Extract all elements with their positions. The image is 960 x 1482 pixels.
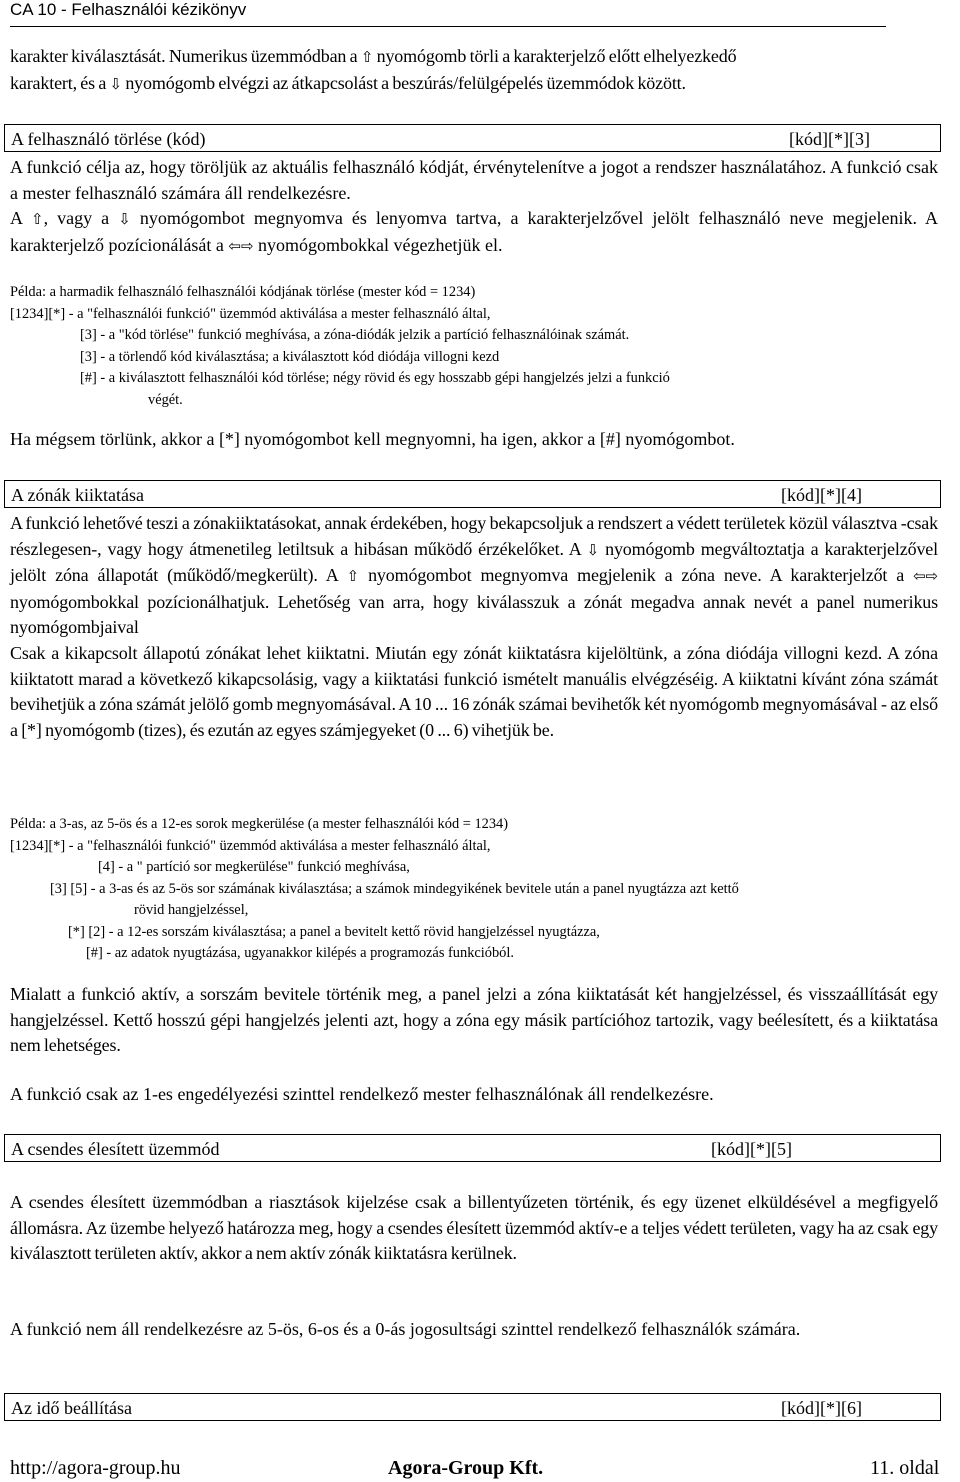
text-run: nyomógombokkal végezhetjük el. (253, 234, 503, 255)
section-heading-time-setting (4, 1393, 941, 1421)
text-run: nyomógomb megváltoztatja a karakterjelzővel jelölt zóna állapotát (működő/megkerült). A (10, 538, 938, 586)
example-line: [3] - a "kód törlése" funkció meghívása, a zóna-diódák jelzik a partíció felhasználóinak számát. (80, 327, 630, 343)
example-line: [1234][*] - a "felhasználói funkció" üzemmód aktiválása a mester felhasználó által, (10, 305, 491, 322)
intro-text: nyomógomb elvégzi az átkapcsolást a beszúrás/felülgépelés üzemmódok között. (121, 72, 686, 93)
text-run: nyomógombot megnyomva megjelenik a zóna neve. A karakterjelzőt a (359, 565, 914, 586)
section-title: A zónák kiiktatása (11, 485, 144, 505)
section-3-note (10, 1317, 938, 1343)
intro-text: karaktert, és a (10, 72, 110, 93)
text-run: A funkció lehetővé teszi a zónakiiktatásokat, annak érdekében, hogy bekapcsoljuk a rendszert a védett területek közül választva -csak részlegesen-, vagy hogy átmenetileg letiltsuk a hibásan működő érzékelőket. A (10, 513, 938, 559)
section-1-body (10, 155, 938, 259)
section-code: [kód][*][6] (781, 1398, 862, 1418)
text-run: , vagy a (43, 208, 119, 229)
arrow-up-icon: ⇧ (360, 48, 374, 66)
paragraph: A funkció nem áll rendelkezésre az 5-ös, 6-os és a 0-ás jogosultsági szinttel rendelkező felhasználók számára. (10, 1319, 801, 1339)
section-title: A csendes élesített üzemmód (11, 1139, 220, 1159)
section-heading-zone-bypass (4, 480, 941, 508)
paragraph: A funkció célja az, hogy töröljük az aktuális felhasználó kódját, érvénytelenítve a jogot a rendszer használatához. A funkció csak a mester felhasználó számára áll rendelkezésre. (10, 157, 938, 203)
section-code: [kód][*][3] (789, 129, 870, 149)
example-line: [3] [5] - a 3-as és az 5-ös sor számának kiválasztása; a számok mindegyikének bevitele után a panel nyugtázza azt kettő (50, 880, 739, 897)
arrow-down-icon: ⇩ (586, 540, 600, 559)
section-code: [kód][*][4] (781, 485, 862, 505)
example-line: [3] - a törlendő kód kiválasztása; a kiválasztott kód diódája villogni kezd (80, 348, 500, 365)
section-2-note (10, 1082, 938, 1108)
section-title: A felhasználó törlése (kód) (11, 129, 206, 149)
arrow-down-icon: ⇩ (118, 210, 131, 229)
paragraph (10, 206, 938, 259)
footer-page-number: 11. oldal (870, 1457, 940, 1479)
arrow-left-right-icon: ⇦⇨ (228, 236, 254, 255)
section-code: [kód][*][5] (711, 1139, 792, 1159)
example-line: [1234][*] - a "felhasználói funkció" üzemmód aktiválása a mester felhasználó által, (10, 837, 491, 854)
section-heading-user-delete (4, 124, 941, 152)
intro-text: karakter kiválasztását. Numerikus üzemmódban a (10, 46, 361, 66)
section-2-body (10, 511, 938, 743)
running-header: CA 10 - Felhasználói kézikönyv (10, 0, 247, 19)
header-rule (10, 26, 886, 27)
example-line: [4] - a " partíció sor megkerülése" funkció meghívása, (98, 859, 410, 875)
footer-url[interactable]: http://agora-group.hu (10, 1457, 181, 1479)
text-run: nyomógombokkal pozícionálhatjuk. Lehetőség van arra, hogy kiválasszuk a zónát megadva annak nevét a panel numerikus nyomógombjaival (10, 591, 938, 638)
footer-company: Agora-Group Kft. (388, 1457, 544, 1479)
example-2 (10, 814, 938, 965)
intro-line-1 (10, 44, 938, 71)
section-1-after (10, 427, 938, 453)
example-line: Példa: a 3-as, az 5-ös és a 12-es sorok megkerülése (a mester felhasználói kód = 1234) (10, 816, 509, 832)
section-heading-silent-arm (4, 1134, 941, 1162)
section-3-body (10, 1190, 938, 1267)
intro-text: nyomógomb törli a karakterjelző előtt elhelyezkedő (373, 46, 737, 66)
arrow-down-icon: ⇩ (109, 74, 122, 93)
section-2-after (10, 982, 938, 1059)
paragraph: A csendes élesített üzemmódban a riasztások kijelzése csak a billentyűzeten történik, és egy üzenet elküldésével a megfigyelő állomásra. Az üzembe helyező határozza meg, hogy a csendes élesített üzemmód aktív-e a teljes védett területen, vagy ha az csak egy kiválasztott területen aktív, akkor a nem aktív zónák kiiktatásra kerülnek. (10, 1192, 938, 1264)
paragraph (10, 511, 938, 641)
section-title: Az idő beállítása (11, 1398, 132, 1418)
example-line: [*] [2] - a 12-es sorszám kiválasztása; a panel a bevitelt kettő rövid hangjelzéssel nyugtázza, (68, 923, 600, 940)
arrow-up-icon: ⇧ (31, 210, 44, 229)
paragraph: A funkció csak az 1-es engedélyezési szinttel rendelkező mester felhasználónak áll rendelkezésre. (10, 1084, 714, 1104)
paragraph: Ha mégsem törlünk, akkor a [*] nyomógombot kell megnyomni, ha igen, akkor a [#] nyomógombot. (10, 429, 735, 449)
text-run: A (10, 208, 32, 229)
example-line: [#] - az adatok nyugtázása, ugyanakkor kilépés a programozás funkcióból. (86, 945, 514, 961)
example-1 (10, 282, 938, 411)
arrow-left-right-icon: ⇦⇨ (913, 567, 938, 586)
example-line: Példa: a harmadik felhasználó felhasználói kódjának törlése (mester kód = 1234) (10, 284, 476, 300)
intro-paragraph (10, 44, 938, 97)
paragraph: Csak a kikapcsolt állapotú zónákat lehet kiiktatni. Miután egy zónát kiiktatásra kijelöltünk, a zóna diódája villogni kezd. A zóna kiiktatott marad a következő kikapcsolásig, vagy a kiiktatási funkció ismételt manuális elvégzéséig. A kiiktatni kívánt zóna számát bevihetjük a zóna számát jelölő gomb megnyomásával. A 10 ... 16 zónák számai bevihetők két nyomógomb megnyomásával - az első a [*] nyomógomb (tizes), és ezután az egyes számjegyeket (0 ... 6) vihetjük be. (10, 642, 938, 740)
example-line: rövid hangjelzéssel, (134, 902, 249, 918)
arrow-up-icon: ⇧ (346, 567, 360, 586)
example-line: végét. (148, 391, 183, 408)
paragraph: Mialatt a funkció aktív, a sorszám bevitele történik meg, a panel jelzi a zóna kiiktatását két hangjelzéssel, és visszaállítását egy hangjelzéssel. Kettő hosszú gépi hangjelzés jelenti azt, hogy a zóna egy másik partícióhoz tartozik, vagy beélesített, és a kiiktatása nem lehetséges. (10, 984, 938, 1056)
intro-line-2 (10, 71, 938, 98)
text-run: nyomógombot megnyomva és lenyomva tartva, a karakterjelzővel jelölt felhasználó neve megjelenik. A karakterjelző pozícionálását a (10, 208, 938, 255)
example-line: [#] - a kiválasztott felhasználói kód törlése; négy rövid és egy hosszabb gépi hangjelzés jelzi a funkció (80, 370, 670, 386)
